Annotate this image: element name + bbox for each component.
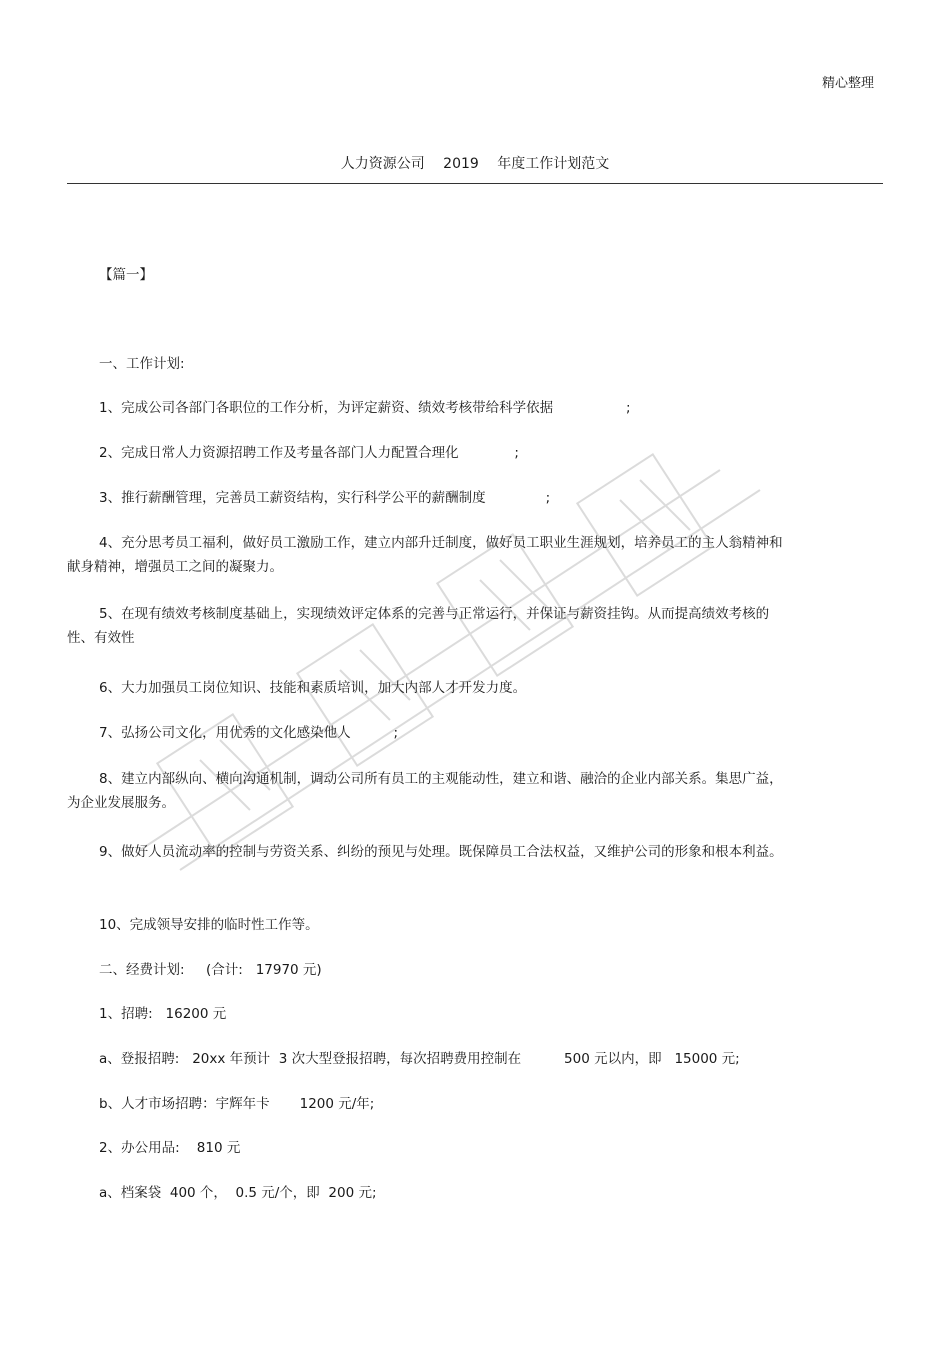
budget-file-bags: a、档案袋 400 个， 0.5 元/个，即 200 元;: [99, 1185, 377, 1201]
paragraph-2: 2、完成日常人力资源招聘工作及考量各部门人力配置合理化 ;: [99, 445, 519, 461]
section-label: 【篇一】: [99, 267, 153, 283]
paragraph-9: 9、做好人员流动率的控制与劳资关系、纠纷的预见与处理。既保障员工合法权益，又维护公司的形象和根本利益。: [99, 844, 783, 860]
paragraph-6: 6、大力加强员工岗位知识、技能和素质培训，加大内部人才开发力度。: [99, 680, 527, 696]
budget-talent-market: b、人才市场招聘：宇辉年卡 1200 元/年;: [99, 1096, 375, 1112]
title-divider: [67, 183, 883, 184]
paragraph-5: 5、在现有绩效考核制度基础上，实现绩效评定体系的完善与正常运行，并保证与薪资挂钩。从而提高绩效考核的性、有效性: [67, 606, 770, 646]
paragraph-1: 1、完成公司各部门各职位的工作分析，为评定薪资、绩效考核带给科学依据 ;: [99, 400, 631, 416]
paragraph-7: 7、弘扬公司文化，用优秀的文化感染他人 ;: [99, 725, 399, 741]
paragraph-10: 10、完成领导安排的临时性工作等。: [99, 917, 319, 933]
budget-office-supplies: 2、办公用品: 810 元: [99, 1140, 241, 1156]
budget-recruitment: 1、招聘: 16200 元: [99, 1006, 227, 1022]
paragraph-8: 8、建立内部纵向、横向沟通机制，调动公司所有员工的主观能动性，建立和谐、融洽的企业内部关系。集思广益，为企业发展服务。: [67, 771, 783, 811]
budget-newspaper-ads: a、登报招聘: 20xx 年预计 3 次大型登报招聘，每次招聘费用控制在 500 元以内，即 15000 元;: [99, 1051, 740, 1067]
paragraph-4: 4、充分思考员工福利，做好员工激励工作，建立内部升迁制度，做好员工职业生涯规划，培养员工的主人翁精神和献身精神，增强员工之间的凝聚力。: [67, 535, 783, 575]
document-title: 人力资源公司 2019 年度工作计划范文: [340, 156, 610, 172]
heading-budget: 二、经费计划: (合计: 17970 元): [99, 962, 322, 978]
heading-work-plan: 一、工作计划:: [99, 356, 185, 372]
header-note: 精心整理: [821, 76, 874, 91]
paragraph-3: 3、推行薪酬管理，完善员工薪资结构，实行科学公平的薪酬制度 ;: [99, 490, 551, 506]
